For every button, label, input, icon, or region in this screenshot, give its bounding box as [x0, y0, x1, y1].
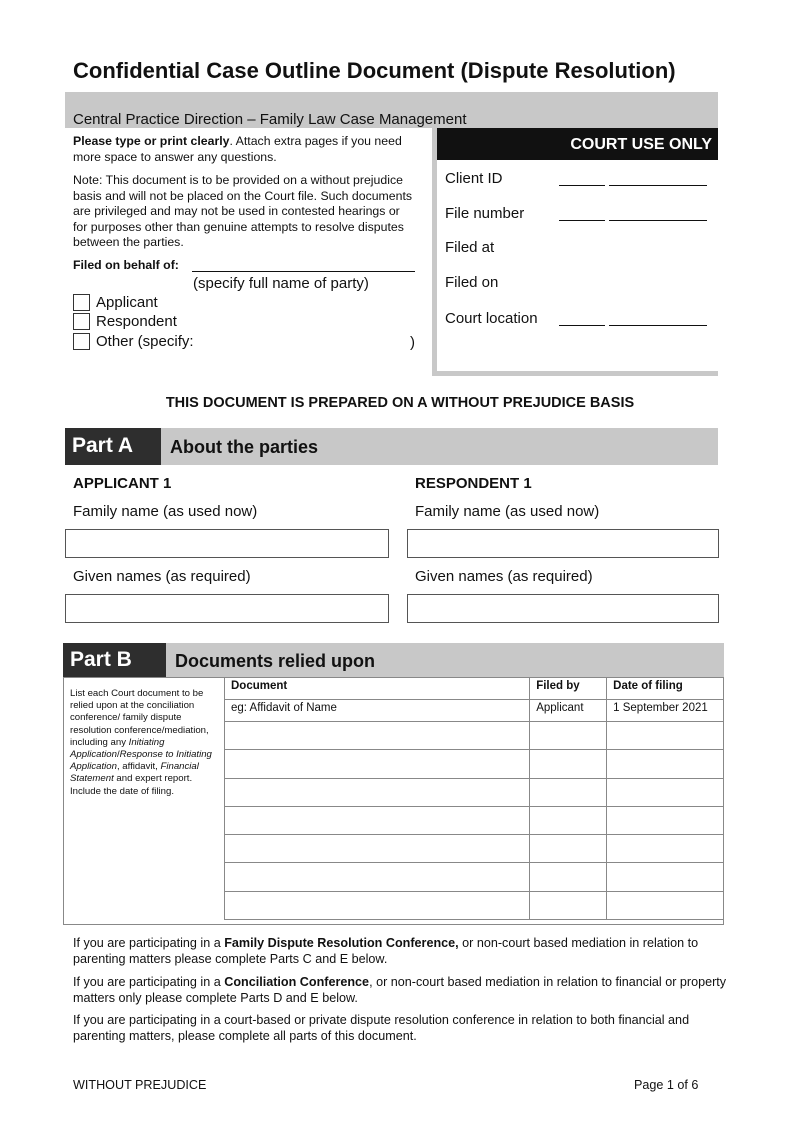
document-cell[interactable]: [225, 835, 530, 863]
document-cell[interactable]: [225, 722, 530, 750]
table-row[interactable]: [225, 891, 724, 919]
filed-by-cell[interactable]: [530, 891, 607, 919]
document-cell[interactable]: [225, 750, 530, 778]
other-close-paren: ): [410, 334, 415, 351]
respondent-heading: RESPONDENT 1: [415, 475, 532, 492]
date-cell[interactable]: [607, 722, 724, 750]
table-header-row: [225, 678, 724, 700]
example-document: eg: Affidavit of Name: [225, 700, 530, 722]
respondent-checkbox[interactable]: [73, 313, 90, 330]
p1-bold: Family Dispute Resolution Conference,: [224, 936, 459, 950]
paragraph-financial: [73, 974, 733, 1006]
document-cell[interactable]: [225, 863, 530, 891]
other-label: Other (specify:: [96, 333, 194, 350]
footer-left: WITHOUT PREJUDICE: [73, 1078, 207, 1092]
date-cell[interactable]: [607, 891, 724, 919]
applicant-heading: APPLICANT 1: [73, 475, 172, 492]
page-title: Confidential Case Outline Document (Dispute Resolution): [73, 58, 676, 83]
respondent-label: Respondent: [96, 313, 177, 330]
subtitle: Central Practice Direction – Family Law Case Management: [73, 111, 467, 128]
applicant-given-names-input[interactable]: [65, 594, 389, 623]
part-a-tag: Part A: [65, 428, 161, 465]
table-row[interactable]: [225, 835, 724, 863]
document-cell[interactable]: [225, 778, 530, 806]
filed-by-cell[interactable]: [530, 722, 607, 750]
applicant-family-name-label: Family name (as used now): [73, 503, 258, 520]
paragraph-both: If you are participating in a court-based or private dispute resolution conference in relation to both financial and parenting matters, please complete all parts of this document.: [73, 1013, 690, 1043]
part-b-title: Documents relied upon: [175, 651, 376, 671]
instructions-bold: Please type or print clearly: [73, 134, 230, 148]
instr-italic-1: Initiating Application: [70, 736, 165, 761]
court-location-blank-1[interactable]: [559, 325, 605, 326]
client-id-label: Client ID: [445, 170, 503, 187]
note-text: Note: This document is to be provided on a without prejudice basis and will not be placed on the Court file. Such documents are privileged and may not be used in contested hearings or for purposes other than genuine attempts to resolve disputes between the parties.: [73, 173, 413, 249]
filed-on-behalf-line[interactable]: [192, 271, 415, 272]
court-use-heading: COURT USE ONLY: [437, 128, 718, 160]
filed-on-behalf-label: Filed on behalf of:: [73, 258, 179, 272]
filed-by-cell[interactable]: [530, 806, 607, 834]
applicant-family-name-input[interactable]: [65, 529, 389, 558]
date-cell[interactable]: [607, 835, 724, 863]
part-a-title: About the parties: [170, 437, 319, 457]
file-number-blank-1[interactable]: [559, 220, 605, 221]
col-date-of-filing: Date of filing: [607, 678, 724, 700]
filed-at-label: Filed at: [445, 239, 495, 256]
instr-text-4: and expert report. Include the date of filing.: [70, 773, 193, 797]
respondent-given-names-label: Given names (as required): [415, 568, 593, 585]
option-respondent[interactable]: [73, 313, 177, 330]
instr-text-1: List each Court document to be relied upon at the conciliation conference/ family dispute resolution conference/mediation, including any: [70, 688, 209, 748]
example-filed-by: Applicant: [530, 700, 607, 722]
part-a-header: [65, 428, 718, 465]
without-prejudice-banner: THIS DOCUMENT IS PREPARED ON A WITHOUT PREJUDICE BASIS: [165, 395, 635, 411]
paragraph-parenting: [73, 935, 733, 967]
instr-italic-2: Response to Initiating Application: [70, 749, 212, 773]
applicant-checkbox[interactable]: [73, 294, 90, 311]
filed-by-cell[interactable]: [530, 750, 607, 778]
court-location-label: Court location: [445, 310, 538, 327]
date-cell[interactable]: [607, 778, 724, 806]
subtitle-band: [65, 92, 718, 128]
p1-text-c: or non-court based mediation in relation to parenting matters please complete Parts C and E below.: [73, 936, 699, 966]
filed-by-cell[interactable]: [530, 778, 607, 806]
col-document: Document: [225, 678, 530, 700]
instructions-text: [73, 134, 413, 165]
option-other[interactable]: [73, 333, 194, 350]
table-row[interactable]: [225, 722, 724, 750]
filed-on-behalf-hint: (specify full name of party): [193, 275, 369, 292]
respondent-family-name-label: Family name (as used now): [415, 503, 600, 520]
file-number-label: File number: [445, 205, 525, 222]
applicant-given-names-label: Given names (as required): [73, 568, 251, 585]
instr-text-3: , affidavit,: [116, 761, 161, 773]
part-b-instructions: [70, 688, 220, 798]
documents-table: [224, 677, 724, 920]
table-row[interactable]: [225, 863, 724, 891]
table-row-example: [225, 700, 724, 722]
file-number-blank-2[interactable]: [609, 220, 707, 221]
document-cell[interactable]: [225, 806, 530, 834]
table-row[interactable]: [225, 806, 724, 834]
date-cell[interactable]: [607, 806, 724, 834]
date-cell[interactable]: [607, 863, 724, 891]
instr-italic-3: Financial Statement: [70, 761, 199, 785]
other-checkbox[interactable]: [73, 333, 90, 350]
respondent-family-name-input[interactable]: [407, 529, 719, 558]
p2-text-c: , or non-court based mediation in relation to financial or property matters only please complete Parts D and E below.: [73, 975, 727, 1005]
filed-by-cell[interactable]: [530, 835, 607, 863]
filed-by-cell[interactable]: [530, 863, 607, 891]
court-location-blank-2[interactable]: [609, 325, 707, 326]
date-cell[interactable]: [607, 750, 724, 778]
client-id-blank-2[interactable]: [609, 185, 707, 186]
col-filed-by: Filed by: [530, 678, 607, 700]
applicant-label: Applicant: [96, 294, 158, 311]
p1-text-a: If you are participating in a: [73, 936, 225, 950]
p2-text-a: If you are participating in a: [73, 975, 225, 989]
filed-on-label: Filed on: [445, 274, 499, 291]
instructions-rest: . Attach extra pages if you need more space to answer any questions.: [73, 134, 402, 164]
respondent-given-names-input[interactable]: [407, 594, 719, 623]
option-applicant[interactable]: [73, 294, 158, 311]
instr-text-2: /: [116, 749, 120, 761]
page-number: Page 1 of 6: [634, 1078, 699, 1092]
table-row[interactable]: [225, 750, 724, 778]
example-date: 1 September 2021: [607, 700, 724, 722]
document-cell[interactable]: [225, 891, 530, 919]
client-id-blank-1[interactable]: [559, 185, 605, 186]
p2-bold: Conciliation Conference: [224, 975, 370, 989]
table-row[interactable]: [225, 778, 724, 806]
part-b-tag: Part B: [63, 643, 166, 677]
